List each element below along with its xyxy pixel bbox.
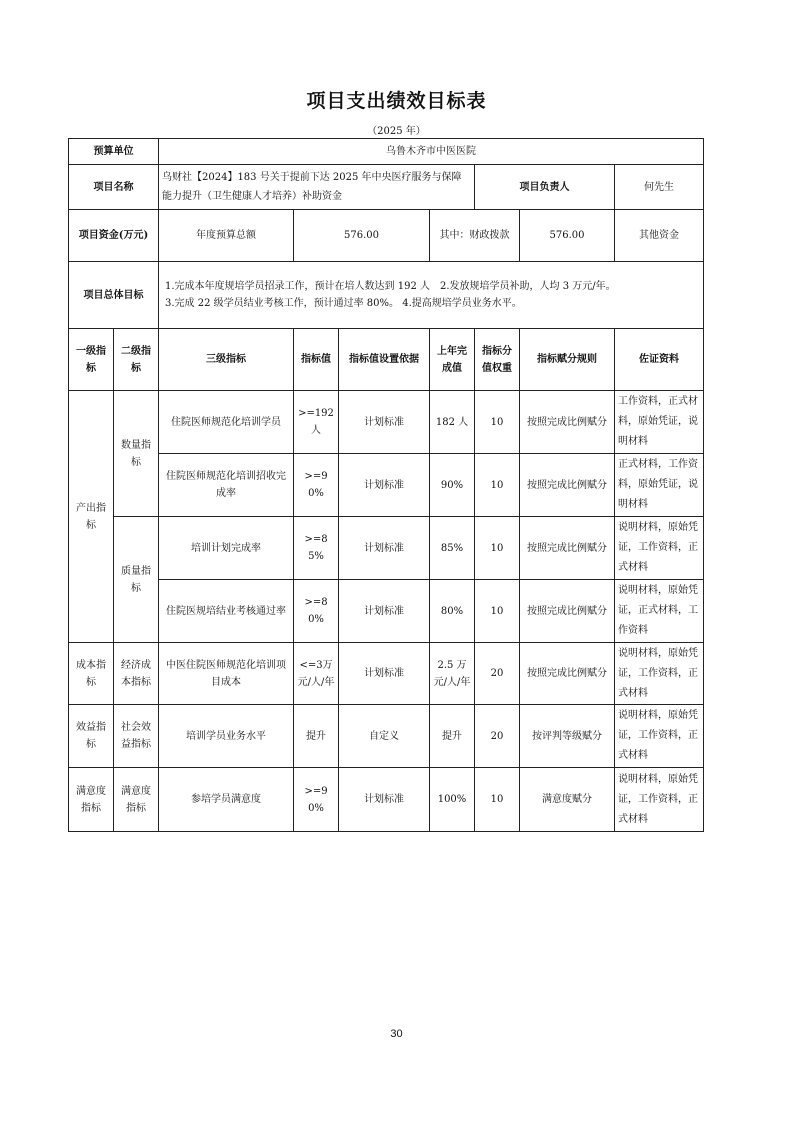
indicator-value: >=192人 [294, 391, 339, 454]
fiscal-label: 其中：财政拨款 [430, 210, 520, 262]
indicator-basis: 计划标准 [339, 580, 430, 643]
group-quantity: 数量指标 [114, 391, 159, 517]
objective-line-2: 3.完成 22 级学员结业考核工作，预计通过率 80%。 4.提高规培学员业务水平。 [165, 298, 522, 309]
indicator-weight: 20 [475, 643, 520, 705]
budget-unit-label: 预算单位 [69, 139, 159, 165]
indicator-name: 住院医师规范化培训招收完成率 [159, 454, 294, 517]
table-row [69, 768, 704, 832]
table-row [69, 391, 704, 454]
performance-target-table [68, 138, 704, 832]
annual-budget-value: 576.00 [294, 210, 430, 262]
indicator-last-year: 100% [430, 768, 475, 832]
indicator-rule: 按照完成比例赋分 [520, 517, 615, 580]
indicator-weight: 10 [475, 580, 520, 643]
objective-text [159, 262, 704, 329]
indicator-name: 培训学员业务水平 [159, 705, 294, 768]
indicator-last-year: 80% [430, 580, 475, 643]
budget-unit-value: 乌鲁木齐市中医医院 [159, 139, 704, 165]
header-value: 指标值 [294, 329, 339, 391]
indicator-last-year: 提升 [430, 705, 475, 768]
indicator-weight: 10 [475, 391, 520, 454]
funds-row [69, 210, 704, 262]
table-row [69, 643, 704, 705]
group-satisfaction: 满意度指标 [69, 768, 114, 832]
indicator-evidence: 说明材料，原始凭证，工作资料，正式材料 [615, 643, 704, 705]
indicator-basis: 计划标准 [339, 517, 430, 580]
indicator-weight: 20 [475, 705, 520, 768]
indicator-last-year: 2.5 万元/人/年 [430, 643, 475, 705]
indicator-evidence: 说明材料，原始凭证，正式材料，工作资料 [615, 580, 704, 643]
table-row [69, 705, 704, 768]
indicator-name: 中医住院医师规范化培训项目成本 [159, 643, 294, 705]
project-name-value: 乌财社【2024】183 号关于提前下达 2025 年中央医疗服务与保障能力提升（卫生健康人才培养）补助资金 [159, 165, 475, 210]
group-quality: 质量指标 [114, 517, 159, 643]
objective-label: 项目总体目标 [69, 262, 159, 329]
group-economic-cost: 经济成本指标 [114, 643, 159, 705]
indicator-evidence: 工作资料，正式材料，原始凭证，说明材料 [615, 391, 704, 454]
page-title: 项目支出绩效目标表 [306, 90, 487, 112]
indicator-basis: 计划标准 [339, 643, 430, 705]
indicator-basis: 自定义 [339, 705, 430, 768]
indicator-value: >=85% [294, 517, 339, 580]
indicator-rule: 按照完成比例赋分 [520, 580, 615, 643]
indicator-value: >=90% [294, 454, 339, 517]
objective-line-1: 1.完成本年度规培学员招录工作，预计在培人数达到 192 人 2.发放规培学员补助，人均 3 万元/年。 [165, 281, 616, 292]
indicator-value: >=80% [294, 580, 339, 643]
indicator-value: <=3万元/人/年 [294, 643, 339, 705]
annual-budget-label: 年度预算总额 [159, 210, 294, 262]
header-evidence: 佐证资料 [615, 329, 704, 391]
indicator-rule: 按照完成比例赋分 [520, 454, 615, 517]
indicator-last-year: 182 人 [430, 391, 475, 454]
indicator-rule: 按照完成比例赋分 [520, 643, 615, 705]
page-number: 30 [390, 1028, 403, 1040]
header-weight: 指标分值权重 [475, 329, 520, 391]
table-row [69, 517, 704, 580]
header-basis: 指标值设置依据 [339, 329, 430, 391]
objective-row [69, 262, 704, 329]
indicator-weight: 10 [475, 517, 520, 580]
leader-label: 项目负责人 [475, 165, 615, 210]
indicator-last-year: 90% [430, 454, 475, 517]
indicator-basis: 计划标准 [339, 454, 430, 517]
indicator-weight: 10 [475, 454, 520, 517]
project-name-row [69, 165, 704, 210]
indicator-last-year: 85% [430, 517, 475, 580]
table-row [69, 454, 704, 517]
table-row [69, 580, 704, 643]
indicator-name: 住院医师规范化培训学员 [159, 391, 294, 454]
header-last-year: 上年完成值 [430, 329, 475, 391]
indicator-name: 住院医规培结业考核通过率 [159, 580, 294, 643]
header-level1: 一级指标 [69, 329, 114, 391]
group-cost: 成本指标 [69, 643, 114, 705]
indicator-weight: 10 [475, 768, 520, 832]
indicator-rule: 按评判等级赋分 [520, 705, 615, 768]
header-level2: 二级指标 [114, 329, 159, 391]
group-benefit: 效益指标 [69, 705, 114, 768]
group-output: 产出指标 [69, 391, 114, 643]
project-name-label: 项目名称 [69, 165, 159, 210]
indicator-rule: 满意度赋分 [520, 768, 615, 832]
indicator-evidence: 说明材料，原始凭证，工作资料，正式材料 [615, 705, 704, 768]
indicator-value: 提升 [294, 705, 339, 768]
funds-label: 项目资金(万元) [69, 210, 159, 262]
indicator-evidence: 说明材料，原始凭证，工作资料，正式材料 [615, 517, 704, 580]
indicator-basis: 计划标准 [339, 391, 430, 454]
indicator-value: >=90% [294, 768, 339, 832]
indicator-evidence: 说明材料，原始凭证，工作资料，正式材料 [615, 768, 704, 832]
budget-unit-row [69, 139, 704, 165]
other-funds-label: 其他资金 [615, 210, 704, 262]
leader-value: 何先生 [615, 165, 704, 210]
header-level3: 三级指标 [159, 329, 294, 391]
indicator-name: 参培学员满意度 [159, 768, 294, 832]
indicator-name: 培训计划完成率 [159, 517, 294, 580]
indicator-rule: 按照完成比例赋分 [520, 391, 615, 454]
group-satisfaction-sub: 满意度指标 [114, 768, 159, 832]
indicator-basis: 计划标准 [339, 768, 430, 832]
group-social-benefit: 社会效益指标 [114, 705, 159, 768]
header-rule: 指标赋分规则 [520, 329, 615, 391]
indicator-evidence: 正式材料，工作资料，原始凭证，说明材料 [615, 454, 704, 517]
indicator-header-row [69, 329, 704, 391]
fiscal-value: 576.00 [520, 210, 615, 262]
year-label: （2025 年） [367, 126, 426, 137]
